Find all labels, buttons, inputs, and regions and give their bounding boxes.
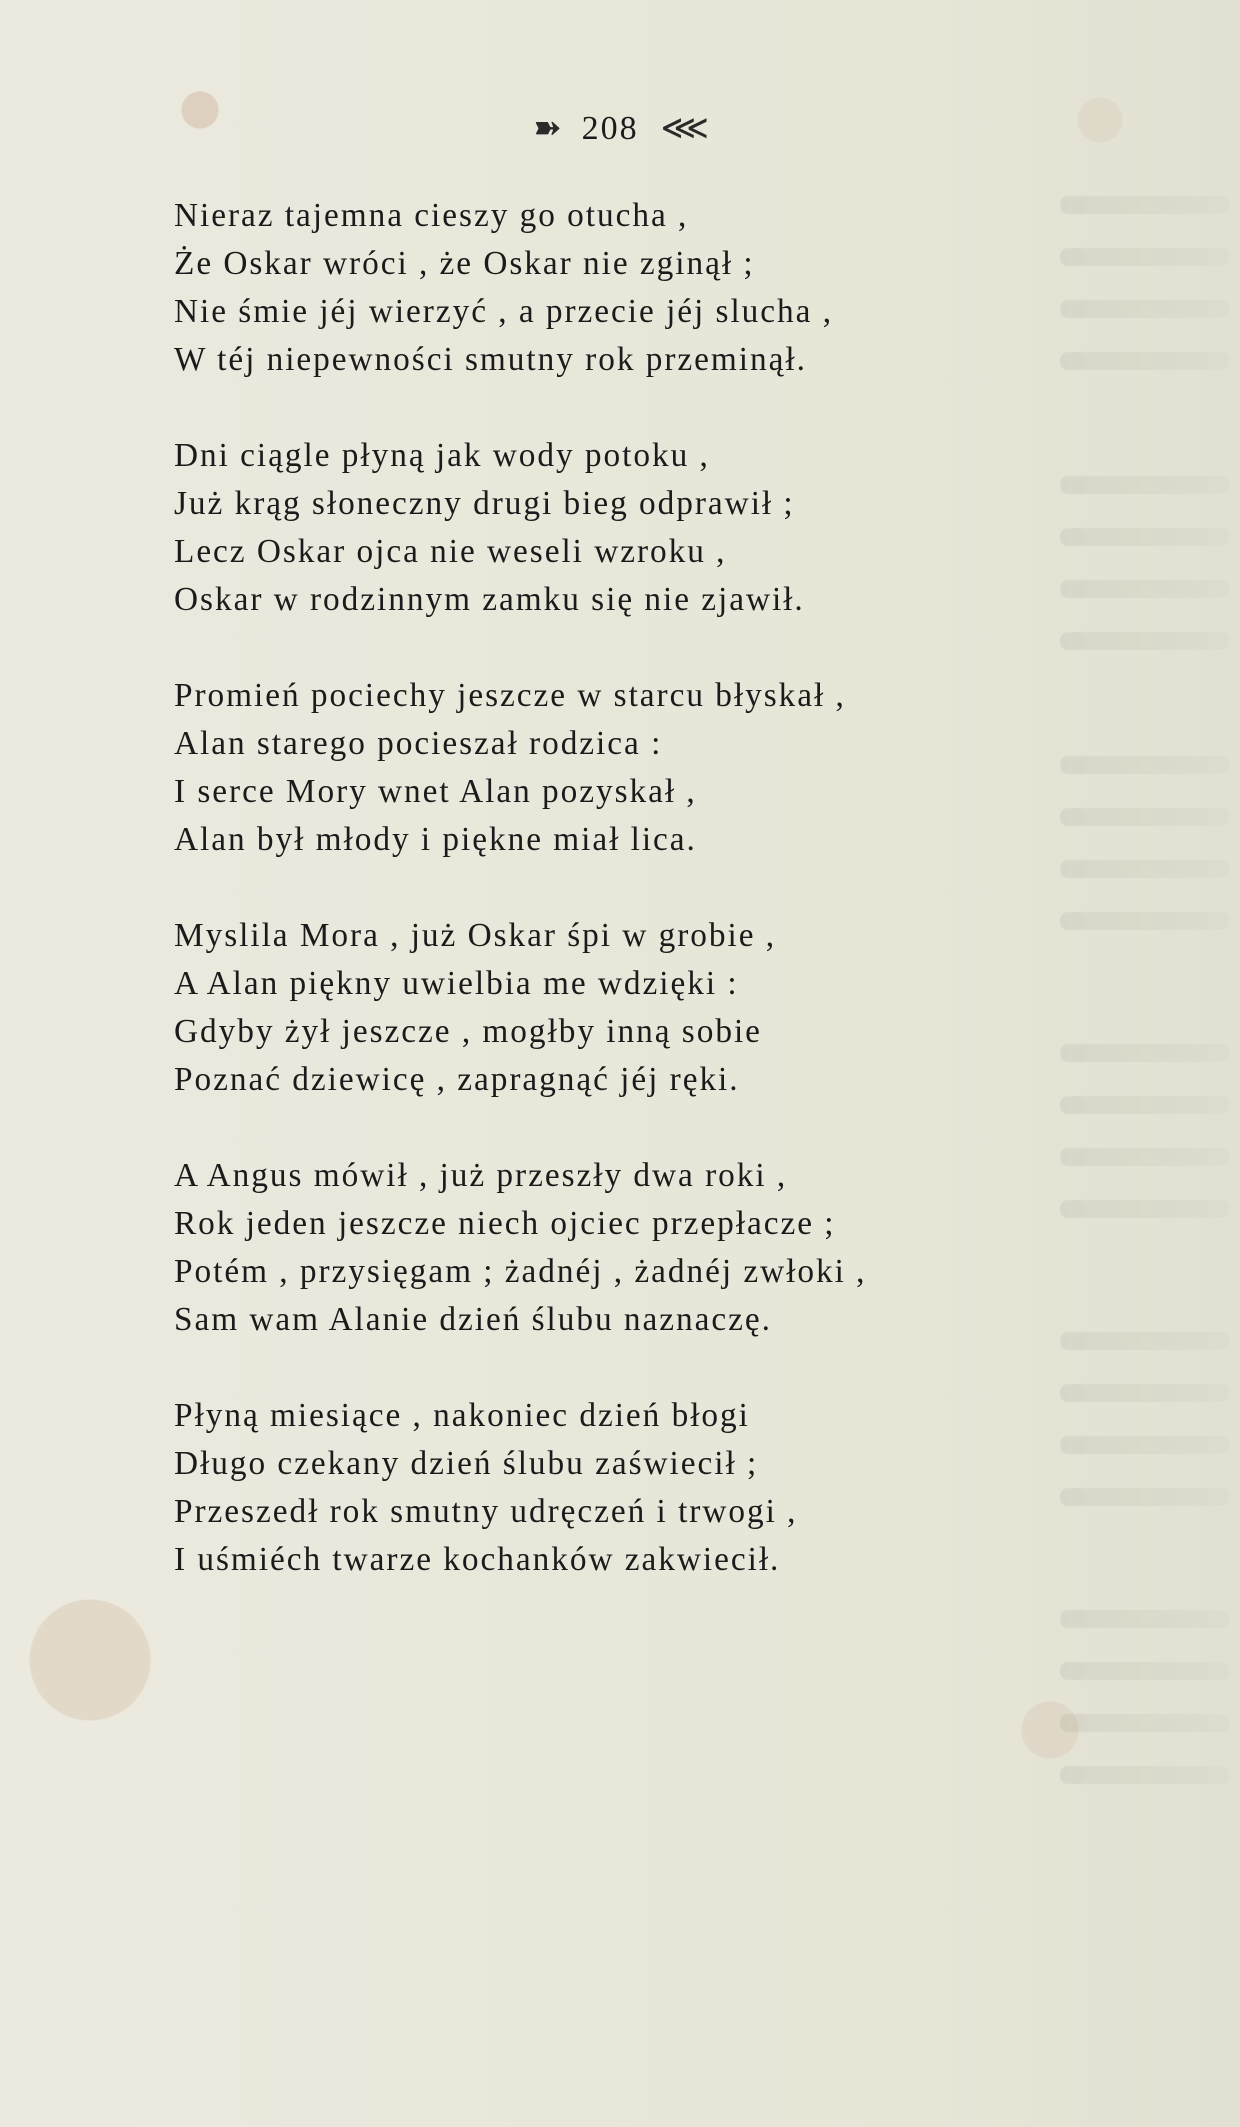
poem-line: Oskar w rodzinnym zamku się nie zjawił.: [174, 581, 805, 618]
poem-line: Płyną miesiące , nakoniec dzień błogi: [174, 1397, 750, 1434]
poem-line: A Alan piękny uwielbia me wdzięki :: [174, 965, 739, 1002]
poem-line: I serce Mory wnet Alan pozyskał ,: [174, 773, 697, 810]
poem-line: Długo czekany dzień ślubu zaświecił ;: [174, 1445, 759, 1482]
poem-line: Dni ciągle płyną jak wody potoku ,: [174, 437, 710, 474]
poem-line: Potém , przysięgam ; żadnéj , żadnéj zwłoki ,: [174, 1253, 867, 1290]
poem-line: Już krąg słoneczny drugi bieg odprawił ;: [174, 485, 795, 522]
stanza-1: [174, 192, 1074, 384]
poem-line: Gdyby żył jeszcze , mogłby inną sobie: [174, 1013, 762, 1050]
poem-line: Lecz Oskar ojca nie weseli wzroku ,: [174, 533, 727, 570]
poem-line: Przeszedł rok smutny udręczeń i trwogi ,: [174, 1493, 798, 1530]
page-header: [0, 112, 1240, 146]
poem-line: W téj niepewności smutny rok przeminął.: [174, 341, 807, 378]
poem-line: Nie śmie jéj wierzyć , a przecie jéj slucha ,: [174, 293, 834, 330]
poem-line: Sam wam Alanie dzień ślubu naznaczę.: [174, 1301, 772, 1338]
poem-line: Promień pociechy jeszcze w starcu błyskał ,: [174, 677, 846, 714]
poem-line: Alan starego pocieszał rodzica :: [174, 725, 663, 762]
stanza-2: [174, 432, 1074, 624]
stanza-4: [174, 912, 1074, 1104]
poem-line: Alan był młody i piękne miał lica.: [174, 821, 697, 858]
stanza-5: [174, 1152, 1074, 1344]
poem-text: [174, 192, 1074, 1632]
poem-line: Rok jeden jeszcze niech ojciec przepłacze ;: [174, 1205, 836, 1242]
ornament-left: ➽: [533, 110, 560, 147]
poem-line: Myslila Mora , już Oskar śpi w grobie ,: [174, 917, 777, 954]
page-number: 208: [581, 110, 639, 147]
poem-line: Że Oskar wróci , że Oskar nie zginął ;: [174, 245, 755, 282]
poem-line: Nieraz tajemna cieszy go otucha ,: [174, 197, 689, 234]
ornament-right: ⋘: [660, 110, 707, 147]
poem-line: A Angus mówił , już przeszły dwa roki ,: [174, 1157, 788, 1194]
stanza-6: [174, 1392, 1074, 1584]
poem-line: I uśmiéch twarze kochanków zakwiecił.: [174, 1541, 781, 1578]
stanza-3: [174, 672, 1074, 864]
poem-line: Poznać dziewicę , zapragnąć jéj ręki.: [174, 1061, 740, 1098]
